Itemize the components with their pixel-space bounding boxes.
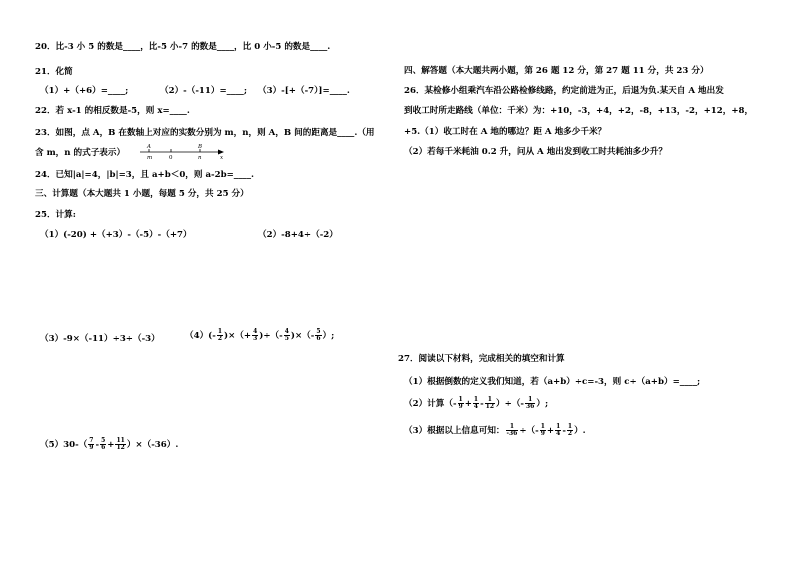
question-24: 24．已知|a|=4，|b|=3，且 a+b＜0，则 a-2b=____. [35, 170, 254, 180]
question-26-line-4: （2）若每千米耗油 0.2 升，问从 A 地出发到收工时共耗油多少升？ [404, 147, 668, 157]
question-21-part-2: （2）-（-11）=____; [160, 86, 248, 96]
question-27-part-1: （1）根据倒数的定义我们知道，若（a+b）÷c=-3，则 c÷（a+b）=____; [404, 377, 701, 387]
question-25-part-2: （2）-8+4÷（-2） [258, 230, 338, 240]
point-a-label: A [147, 144, 151, 150]
section-4-heading: 四、解答题（本大题共两小题，第 26 题 12 分，第 27 题 11 分，共 23 分） [404, 66, 709, 76]
point-m-label: m [147, 155, 153, 161]
question-23-line-2: 含 m，n 的式子表示） [35, 148, 126, 158]
question-25-title: 25．计算: [35, 210, 76, 220]
question-21-part-3: （3）-[+（-7）]=____. [258, 86, 350, 96]
point-b-label: B [198, 144, 203, 150]
question-21-title: 21．化简 [35, 67, 73, 77]
axis-x-label: x [220, 155, 224, 161]
origin-label: 0 [169, 155, 173, 161]
question-27-title: 27．阅读以下材料，完成相关的填空和计算 [398, 354, 565, 364]
question-26-line-1: 26．某检修小组乘汽车沿公路检修线路，约定前进为正，后退为负.某天自 A 地出发 [404, 86, 724, 96]
question-25-part-1: （1）(-20) +（+3）-（-5）-（+7） [40, 230, 192, 240]
section-3-heading: 三、计算题（本大题共 1 小题，每题 5 分，共 25 分） [35, 189, 249, 199]
question-21-part-1: （1）+（+6）=____; [40, 86, 129, 96]
question-25-part-4: （4）(- $\frac{1}{2}$ )×（+ $\frac{4}{3}$ )÷（- $\frac{4}{5}$ )×（- $\frac{5}{6}$ ）; [185, 328, 335, 342]
question-26-line-2: 到收工时所走路线（单位：千米）为：+10，-3，+4，+2，-8，+13，-2，+12，+8， [404, 106, 754, 116]
question-26-line-3: +5.（1）收工时在 A 地的哪边？距 A 地多少千米？ [404, 127, 607, 137]
question-27-part-2: （2）计算（- $\frac{1}{9}$ + $\frac{1}{4}$ - $\frac{1}{12}$ ）÷（- $\frac{1}{36}$ ）; [404, 396, 549, 410]
question-22: 22．若 x-1 的相反数是-5，则 x=____. [35, 106, 190, 116]
question-27-part-3: （3）根据以上信息可知： $\frac{1}{-36}$ ÷（- $\frac{1}{9}$ + $\frac{1}{4}$ - $\frac{1}{2}$ ）. [404, 423, 586, 437]
question-25-part-3: （3）-9×（-11）÷3÷（-3） [40, 334, 160, 344]
question-23-line-1: 23．如图，点 A，B 在数轴上对应的实数分别为 m，n，则 A，B 间的距离是____.（用 [35, 128, 375, 138]
question-25-part-5: （5）30-（ $\frac{7}{9}$ - $\frac{5}{6}$ + $\frac{11}{12}$ ）×（-36）. [40, 437, 179, 451]
point-n-label: n [198, 155, 202, 161]
number-line-diagram [138, 141, 228, 161]
question-20: 20．比-3 小 5 的数是____，比-5 小-7 的数是____，比 0 小-5 的数是____. [35, 42, 331, 52]
